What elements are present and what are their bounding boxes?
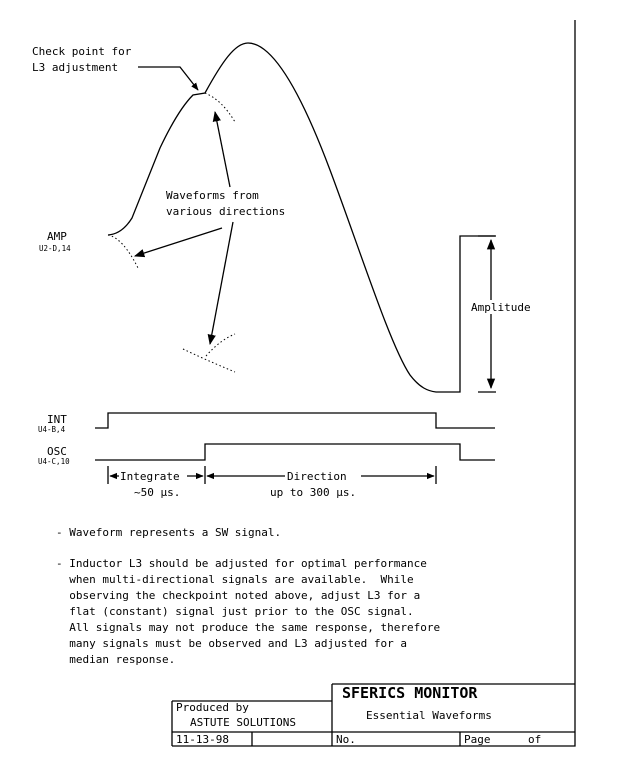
note-waveform: - Waveform represents a SW signal. [56, 526, 282, 539]
waveforms-arrow-up [215, 112, 230, 187]
checkpoint-label-1: Check point for [32, 45, 132, 58]
alt-waveform-bottom-2 [206, 334, 235, 356]
int-waveform [95, 413, 495, 428]
note-line: All signals may not produce the same response, therefore [56, 621, 441, 634]
direction-value: up to 300 µs. [270, 486, 357, 499]
note-line: median response. [56, 653, 176, 666]
osc-pin-label: U4-C,10 [38, 457, 70, 466]
drawing-title: SFERICS MONITOR [342, 684, 478, 702]
page-label: Page [464, 733, 491, 746]
note-line: when multi-directional signals are available. While [56, 573, 414, 586]
checkpoint-label-2: L3 adjustment [32, 61, 119, 74]
integrate-value: ~50 µs. [134, 486, 181, 499]
amp-label: AMP [47, 230, 67, 243]
produced-by-label: Produced by [176, 701, 249, 714]
drawing-date: 11-13-98 [176, 733, 229, 746]
int-pin-label: U4-B,4 [38, 425, 66, 434]
note-line: observing the checkpoint noted above, adjust L3 for a [56, 589, 421, 602]
amp-pin-label: U2-D,14 [39, 244, 71, 253]
waveforms-label-1: Waveforms from [166, 189, 259, 202]
osc-label: OSC [47, 445, 67, 458]
alt-waveform-top [205, 93, 235, 122]
int-label: INT [47, 413, 67, 426]
waveforms-label-2: various directions [166, 205, 286, 218]
note-line: flat (constant) signal just prior to the OSC signal. [56, 605, 414, 618]
drawing-subtitle: Essential Waveforms [366, 709, 492, 722]
alt-waveform-left [108, 235, 138, 268]
title-block [172, 684, 575, 746]
note-inductor [56, 557, 440, 666]
direction-label: Direction [287, 470, 347, 483]
note-line: many signals must be observed and L3 adjusted for a [56, 637, 407, 650]
note-line: - Inductor L3 should be adjusted for optimal performance [56, 557, 427, 570]
checkpoint-leader-arrow [138, 67, 198, 90]
drawing-number-label: No. [336, 733, 356, 746]
waveforms-arrow-left [135, 228, 222, 256]
integrate-label: Integrate [120, 470, 180, 483]
company-name: ASTUTE SOLUTIONS [190, 716, 296, 729]
osc-waveform [95, 444, 495, 460]
amplitude-label: Amplitude [471, 301, 531, 314]
page-of-label: of [528, 733, 542, 746]
waveforms-arrow-down [210, 222, 233, 344]
